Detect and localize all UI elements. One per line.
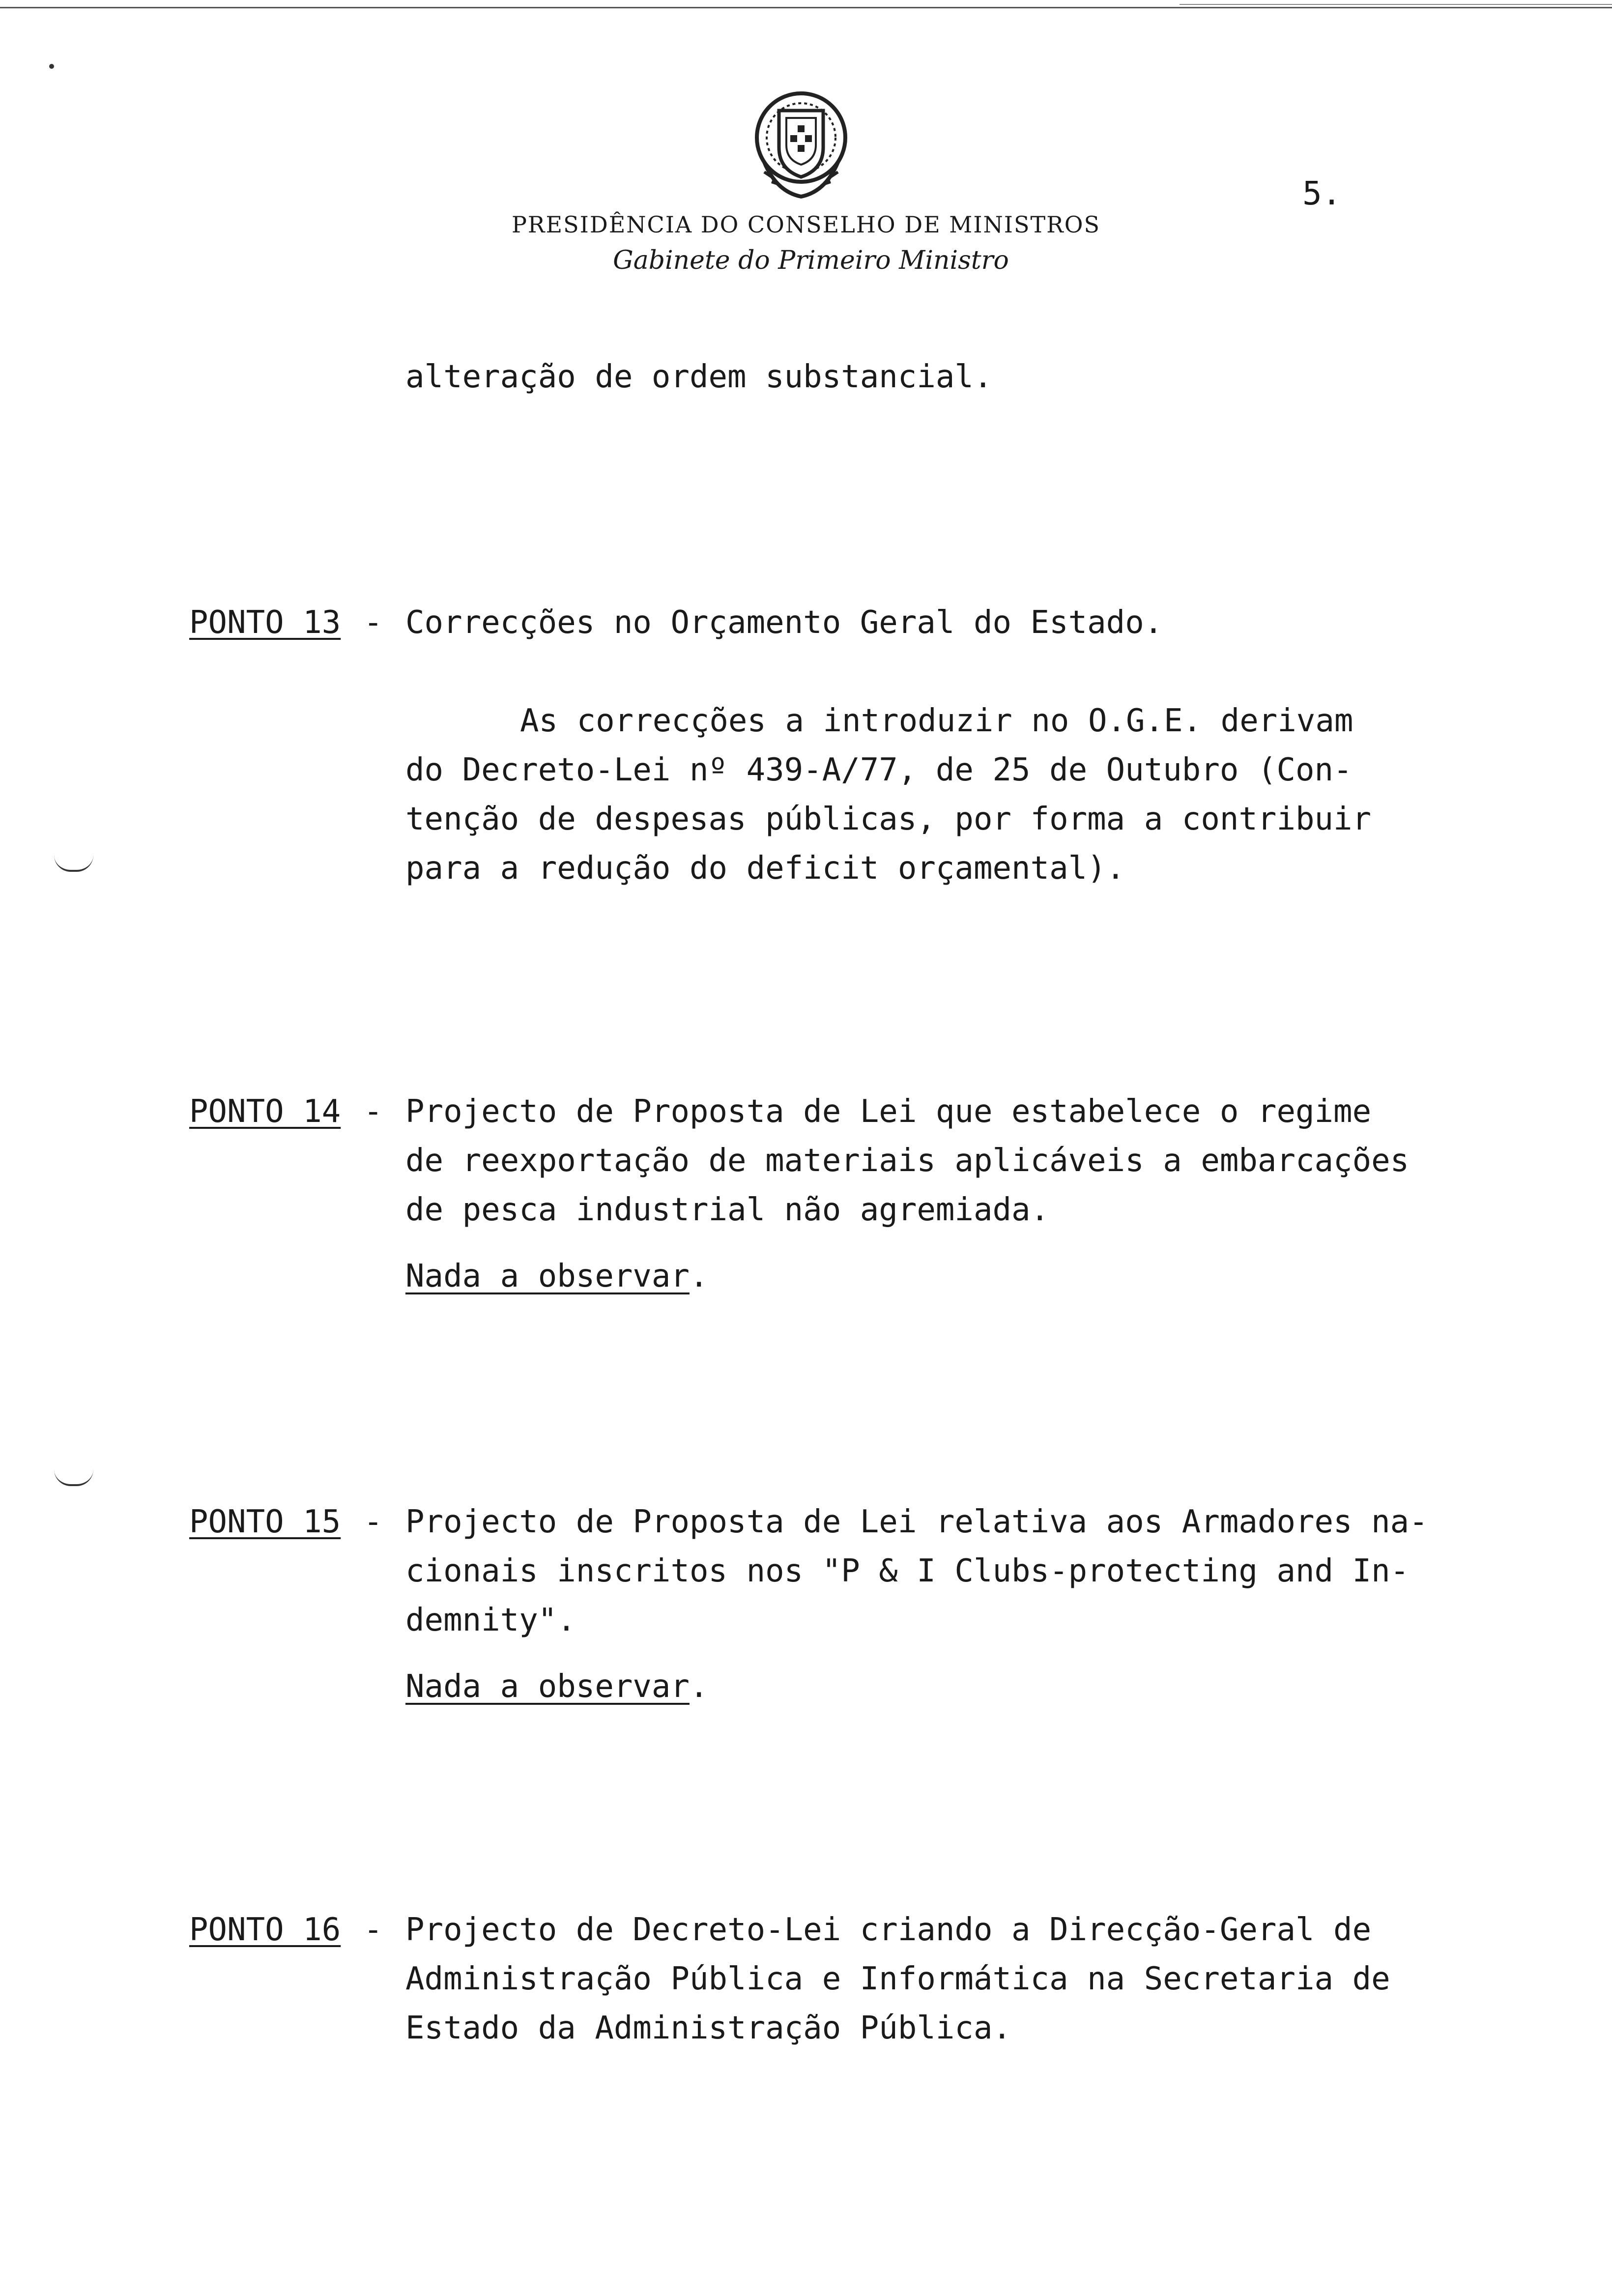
item-title-line: de reexportação de materiais aplicáveis a embarcações [405, 1143, 1410, 1179]
item-title-line: de pesca industrial não agremiada. [405, 1192, 1050, 1228]
item-title-line: Estado da Administração Pública. [405, 2010, 1011, 2046]
item-label: PONTO 15 [189, 1504, 341, 1540]
item-title-line: Administração Pública e Informática na Secretaria de [405, 1961, 1390, 1997]
item-note: Nada a observar. [405, 1258, 709, 1294]
office-subtitle: Gabinete do Primeiro Ministro [613, 246, 1009, 275]
item-body-line: para a redução do deficit orçamental). [405, 850, 1125, 887]
item-title-line: Projecto de Decreto-Lei criando a Direcção-Geral de [405, 1912, 1372, 1948]
item-dash: - [364, 604, 383, 641]
item-title-line: Projecto de Proposta de Lei que estabelece o regime [405, 1093, 1372, 1130]
institution-title: PRESIDÊNCIA DO CONSELHO DE MINISTROS [511, 211, 1101, 238]
item-title-line: Correcções no Orçamento Geral do Estado. [405, 604, 1163, 641]
top-scan-rule-secondary [1180, 4, 1612, 5]
item-title-line: cionais inscritos nos "P & I Clubs-protecting and In- [405, 1553, 1410, 1589]
item-dash: - [364, 1093, 383, 1130]
top-scan-rule [0, 7, 1612, 8]
item-note: Nada a observar. [405, 1668, 709, 1705]
margin-dot [49, 64, 54, 69]
margin-punch-mark [54, 855, 93, 872]
item-label: PONTO 14 [189, 1093, 341, 1130]
item-body-line: As correcções a introduzir no O.G.E. derivam [520, 703, 1353, 739]
item-dash: - [364, 1504, 383, 1540]
coat-of-arms-icon [737, 79, 865, 206]
margin-punch-mark [54, 1469, 93, 1486]
item-dash: - [364, 1912, 383, 1948]
item-body-line: tenção de despesas públicas, por forma a contribuir [405, 801, 1372, 837]
item-label: PONTO 13 [189, 604, 341, 641]
page-number: 5. [1302, 174, 1342, 212]
continuation-text: alteração de ordem substancial. [405, 359, 993, 395]
item-body-line: do Decreto-Lei nº 439-A/77, de 25 de Outubro (Con- [405, 752, 1353, 788]
item-title-line: demnity". [405, 1602, 576, 1638]
item-label: PONTO 16 [189, 1912, 341, 1948]
item-title-line: Projecto de Proposta de Lei relativa aos Armadores na- [405, 1504, 1428, 1540]
